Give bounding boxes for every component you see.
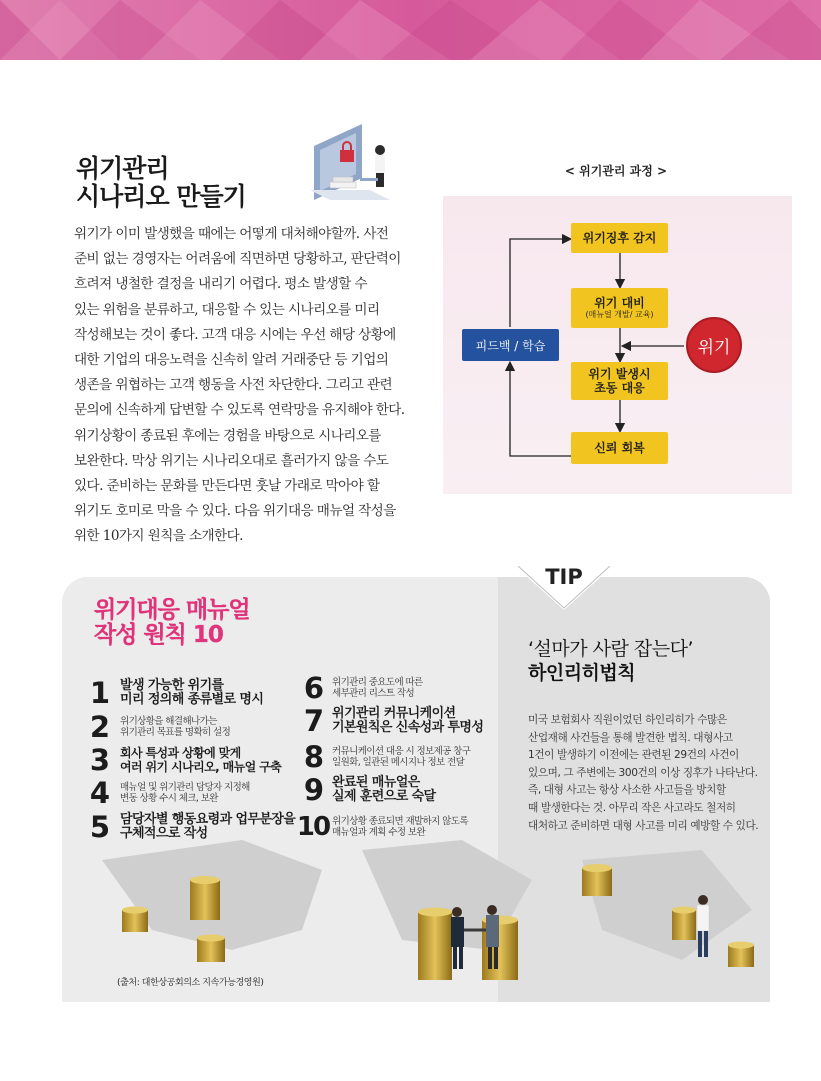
intro-line: 위기도 호미로 막을 수 있다. 다음 위기대응 매뉴얼 작성을 [74, 503, 396, 520]
tip-line: 1건이 발생하기 이전에는 관련된 29건의 사건이 [528, 749, 739, 762]
process-title: < 위기관리 과정 > [564, 164, 668, 178]
rule-number: 8 [303, 740, 323, 774]
tip-line: 미국 보험회사 직원이었던 하인리히가 수많은 [528, 714, 727, 726]
rule-item [296, 740, 470, 774]
rule-text-line2: 여러 위기 시나리오, 매뉴얼 구축 [120, 760, 282, 774]
rule-number: 7 [303, 704, 323, 738]
rule-item [84, 743, 281, 777]
rules-title-line1: 위기대응 매뉴얼 [94, 597, 250, 623]
rule-item [84, 710, 230, 744]
rule-text-line1: 담당자별 행동요령과 업무분장을 [120, 811, 296, 827]
tip-label: TIP [545, 565, 583, 589]
intro-line: 위기상황이 종료된 후에는 경험을 바탕으로 시나리오를 [74, 427, 381, 444]
rule-text-line2: 기본원칙은 신속성과 투명성 [332, 720, 484, 735]
tip-line: 대처하고 준비하면 대형 사고를 미리 예방할 수 있다. [528, 819, 759, 832]
tip-line: 즉, 대형 사고는 항상 사소한 사고들을 방치할 [528, 784, 726, 797]
tip-line: 있으며, 그 주변에는 300건의 이상 징후가 나타난다. [528, 766, 758, 779]
rule-text-line2: 미리 정의해 종류별로 명시 [120, 692, 264, 707]
businessmen-handshake [451, 905, 499, 969]
intro-line: 작성해보는 것이 좋다. 고객 대응 시에는 우선 해당 상황에 [74, 326, 396, 343]
process-feedback-box: 피드백 / 학습 [462, 329, 559, 361]
process-crisis-circle: 위기 [686, 317, 742, 373]
intro-line: 흐려져 냉철한 결정을 내리기 어렵다. 평소 발생할 수 [74, 276, 367, 293]
tip-body [528, 712, 764, 835]
rule-text-line1: 위기상황을 해결해나가는 [120, 716, 217, 727]
rule-text-line1: 위기상황 종료되면 재발하지 않도록 [332, 816, 468, 827]
tip-law-name: 하인리히법칙 [528, 662, 636, 684]
process-step-preparation [571, 288, 668, 328]
intro-paragraph [74, 222, 422, 550]
standing-man [697, 895, 709, 957]
rule-text [120, 679, 263, 708]
header-banner [0, 0, 821, 60]
rule-text-line1: 커뮤니케이션 대응 시 정보제공 창구 [332, 746, 471, 757]
rule-text [332, 707, 483, 736]
tip-line: 때 발생한다는 것. 아무리 작은 사고라도 철저히 [528, 801, 736, 814]
rule-text-line1: 회사 특성과 상황에 맞게 [120, 745, 241, 760]
rule-number: 10 [296, 812, 330, 842]
rule-text-line2: 변동 상황 수시 체크, 보완 [120, 793, 218, 804]
process-step-label: 위기 발생시 [588, 367, 651, 381]
rule-text [332, 746, 470, 768]
rule-number: 4 [89, 776, 109, 810]
rule-number: 6 [303, 671, 323, 705]
rule-text [120, 716, 230, 738]
rule-text-line1: 완료된 매뉴얼은 [332, 774, 420, 790]
rule-text [120, 746, 281, 775]
rule-text [332, 816, 468, 838]
rule-item [296, 773, 436, 807]
rule-number: 2 [89, 710, 109, 744]
intro-line: 문의에 신속하게 답변할 수 있도록 연락망을 유지해야 한다. [74, 402, 405, 419]
rule-text-line2: 위기관리 목표를 명확히 설정 [120, 727, 231, 738]
intro-line: 대한 기업의 대응노력을 신속히 알려 거래중단 등 기업의 [74, 352, 389, 369]
rule-text [120, 782, 250, 804]
process-step-sublabel: (매뉴얼 개발/ 교육) [585, 310, 654, 319]
rule-item [296, 671, 423, 705]
rule-text-line2: 일원화, 일관된 메시지나 정보 전달 [332, 757, 465, 768]
rule-number: 5 [89, 810, 109, 844]
rule-text [332, 776, 436, 805]
rule-item [296, 812, 468, 842]
rules-title [94, 598, 250, 648]
rule-text [120, 813, 295, 842]
process-step-response [571, 362, 668, 400]
rule-text-line2: 매뉴얼과 계획 수정 보완 [332, 827, 426, 838]
process-step-recovery [571, 432, 668, 464]
process-step-label: 위기징후 감지 [582, 231, 657, 245]
rule-text-line2: 구체적으로 작성 [120, 826, 208, 841]
rules-title-line2: 작성 원칙 10 [94, 622, 223, 648]
rule-number: 3 [89, 743, 109, 777]
intro-line: 있는 위험을 분류하고, 대응할 수 있는 시나리오를 미리 [74, 301, 380, 318]
intro-line: 위한 10가지 원칙을 소개한다. [74, 528, 243, 545]
rule-item [296, 704, 483, 738]
rule-number: 9 [303, 773, 323, 807]
rule-text [332, 677, 423, 699]
intro-line: 생존을 위협하는 고객 행동을 사전 차단한다. 그리고 관련 [74, 377, 392, 394]
tip-line: 산업재해 사건들을 통해 발견한 법칙. 대형사고 [528, 731, 733, 744]
process-step-label: 초동 대응 [594, 381, 645, 395]
rule-item [84, 810, 295, 844]
intro-line: 준비 없는 경영자는 어려움에 직면하면 당황하고, 판단력이 [74, 251, 401, 268]
intro-line: 보완한다. 막상 위기는 시나리오대로 흘러가지 않을 수도 [74, 452, 389, 469]
page-title-line2: 시나리오 만들기 [76, 182, 246, 211]
coin-stack [190, 876, 220, 920]
rule-number: 1 [89, 676, 109, 710]
office-security-illustration [300, 120, 420, 210]
rule-text-line1: 매뉴얼 및 위기관리 담당자 지정해 [120, 782, 250, 793]
page-title [76, 155, 246, 211]
rule-text-line2: 세부관리 리스트 작성 [332, 688, 415, 699]
rule-item [84, 776, 250, 810]
rule-item [84, 676, 263, 710]
process-step-label: 신뢰 회복 [594, 441, 645, 455]
tip-quote: ‘설마가 사람 잡는다’ [528, 638, 693, 660]
rule-text-line2: 실제 훈련으로 숙달 [332, 789, 436, 804]
page-title-line1: 위기관리 [76, 154, 169, 183]
process-step-detection [571, 223, 668, 253]
process-step-label: 위기 대비 [594, 296, 645, 310]
rule-text-line1: 발생 가능한 위기를 [120, 677, 224, 693]
source-note: (출처: 대한상공회의소 지속가능경영원) [117, 978, 264, 988]
intro-line: 있다. 준비하는 문화를 만든다면 훗날 가래로 막아야 할 [74, 478, 380, 495]
rule-text-line1: 위기관리 커뮤니케이션 [332, 705, 456, 721]
intro-line: 위기가 이미 발생했을 때에는 어떻게 대처해야할까. 사전 [74, 226, 389, 242]
rule-text-line1: 위기관리 중요도에 따른 [332, 677, 423, 688]
